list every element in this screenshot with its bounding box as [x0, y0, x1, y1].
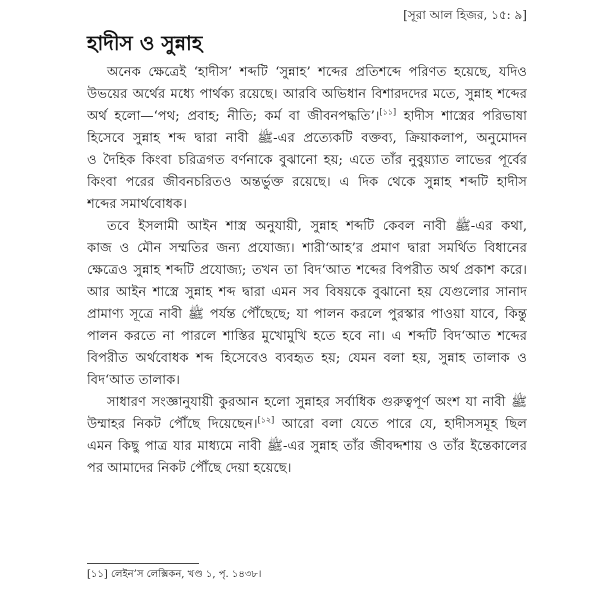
paragraph-line: অনেক ক্ষেত্রেই ‘হাদীস’ শব্দটি ‘সুন্নাহ’ শব্দের প্রতিশব্দে পরিণত হয়েছে, যদিও: [107, 65, 527, 80]
paragraph: [87, 216, 527, 392]
paragraph-line: পর আমাদের নিকট পৌঁছে দেয়া হয়েছে।: [87, 461, 292, 476]
line-text: হাদীস শাস্ত্রের পরিভাষা: [396, 109, 527, 124]
paragraph-line: তবে ইসলামী আইন শাস্ত্র অনুযায়ী, সুন্নাহ শব্দটি কেবল নাবী ﷺ-এর কথা,: [107, 219, 527, 234]
footnote: [১১] লেইন’স লেক্সিকন, খণ্ড ১, পৃ. ১৪৩৮।: [87, 569, 262, 580]
footnote-ref: [১১]: [379, 107, 397, 117]
line-text: অর্থ হলো—‘পথ; প্রবাহ; নীতি; কর্ম বা জীবনপদ্ধতি’।: [87, 109, 380, 124]
paragraph: [87, 392, 527, 480]
paragraph-line: কাজ ও মৌন সম্মতির জন্য প্রযোজ্য। শারী‘আহ’র প্রমাণ দ্বারা সমর্থিত বিধানের: [87, 241, 527, 256]
section-heading: হাদীস ও সুন্নাহ: [87, 31, 203, 55]
paragraph-line: এমন কিছু পাত্র যার মাধ্যমে নাবী ﷺ-এর সুন্নাহ তাঁর জীবদ্দশায় ও তাঁর ইন্তেকালের: [87, 439, 527, 454]
paragraph-line: শব্দের সমার্থবোধক।: [87, 197, 188, 212]
paragraph-line: পালন করতে না পারলে শাস্তির মুখোমুখি হতে হবে না। এ শব্দটি বিদ‘আত শব্দের: [87, 329, 527, 344]
paragraph-line: উভয়ের অর্থের মধ্যে পার্থক্য রয়েছে। আরবি অভিধান বিশারদদের মতে, সুন্নাহ শব্দের: [87, 87, 527, 102]
line-text: উম্মাহর নিকট পৌঁছে দিয়েছেন।: [87, 417, 258, 432]
line-text: আরো বলা যেতে পারে যে, হাদীসসমূহ ছিল: [274, 417, 527, 432]
paragraph-line: বিদ‘আত তালাক।: [87, 373, 181, 388]
paragraph-line: সাধারণ সংজ্ঞানুযায়ী কুরআন হলো সুন্নাহর সর্বাধিক গুরুত্বপূর্ণ অংশ যা নাবী ﷺ: [107, 395, 527, 410]
paragraph-line: আর আইন শাস্ত্রে সুন্নাহ শব্দ দ্বারা এমন সব বিষয়কে বুঝানো হয় যেগুলোর সানাদ: [87, 285, 527, 300]
paragraph-line: ও দৈহিক কিংবা চরিত্রগত বর্ণনাকে বুঝানো হয়; এতে তাঁর নুবুয়্যাত লাভের পূর্বের: [87, 153, 527, 168]
paragraph-line: [87, 414, 527, 436]
paragraph-line: প্রামাণ্য সূত্রে নাবী ﷺ পর্যন্ত পৌঁছেছে; যা পালন করলে পুরস্কার পাওয়া যাবে, কিন্তু: [87, 307, 527, 322]
footnote-ref: [১২]: [257, 415, 275, 425]
paragraph-line: [87, 106, 527, 128]
paragraph-line: কিংবা পরের জীবনচরিতও অন্তর্ভুক্ত রয়েছে। এ দিক থেকে সুন্নাহ শব্দটি হাদীস: [87, 175, 527, 190]
footnote-divider: [87, 563, 199, 564]
running-header: [সূরা আল হিজর, ১৫: ৯]: [403, 8, 527, 22]
paragraph: [87, 62, 527, 216]
paragraph-line: বিপরীত অর্থবোধক শব্দ হিসেবেও ব্যবহৃত হয়; যেমন বলা হয়, সুন্নাহ তালাক ও: [87, 351, 527, 366]
section-body: [87, 62, 527, 480]
paragraph-line: হিসেবে সুন্নাহ শব্দ দ্বারা নাবী ﷺ-এর প্রত্যেকটি বক্তব্য, ক্রিয়াকলাপ, অনুমোদন: [87, 131, 527, 146]
paragraph-line: ক্ষেত্রেও সুন্নাহ শব্দটি প্রযোজ্য; তখন তা বিদ‘আত শব্দের বিপরীত অর্থ প্রকাশ করে।: [87, 263, 527, 278]
